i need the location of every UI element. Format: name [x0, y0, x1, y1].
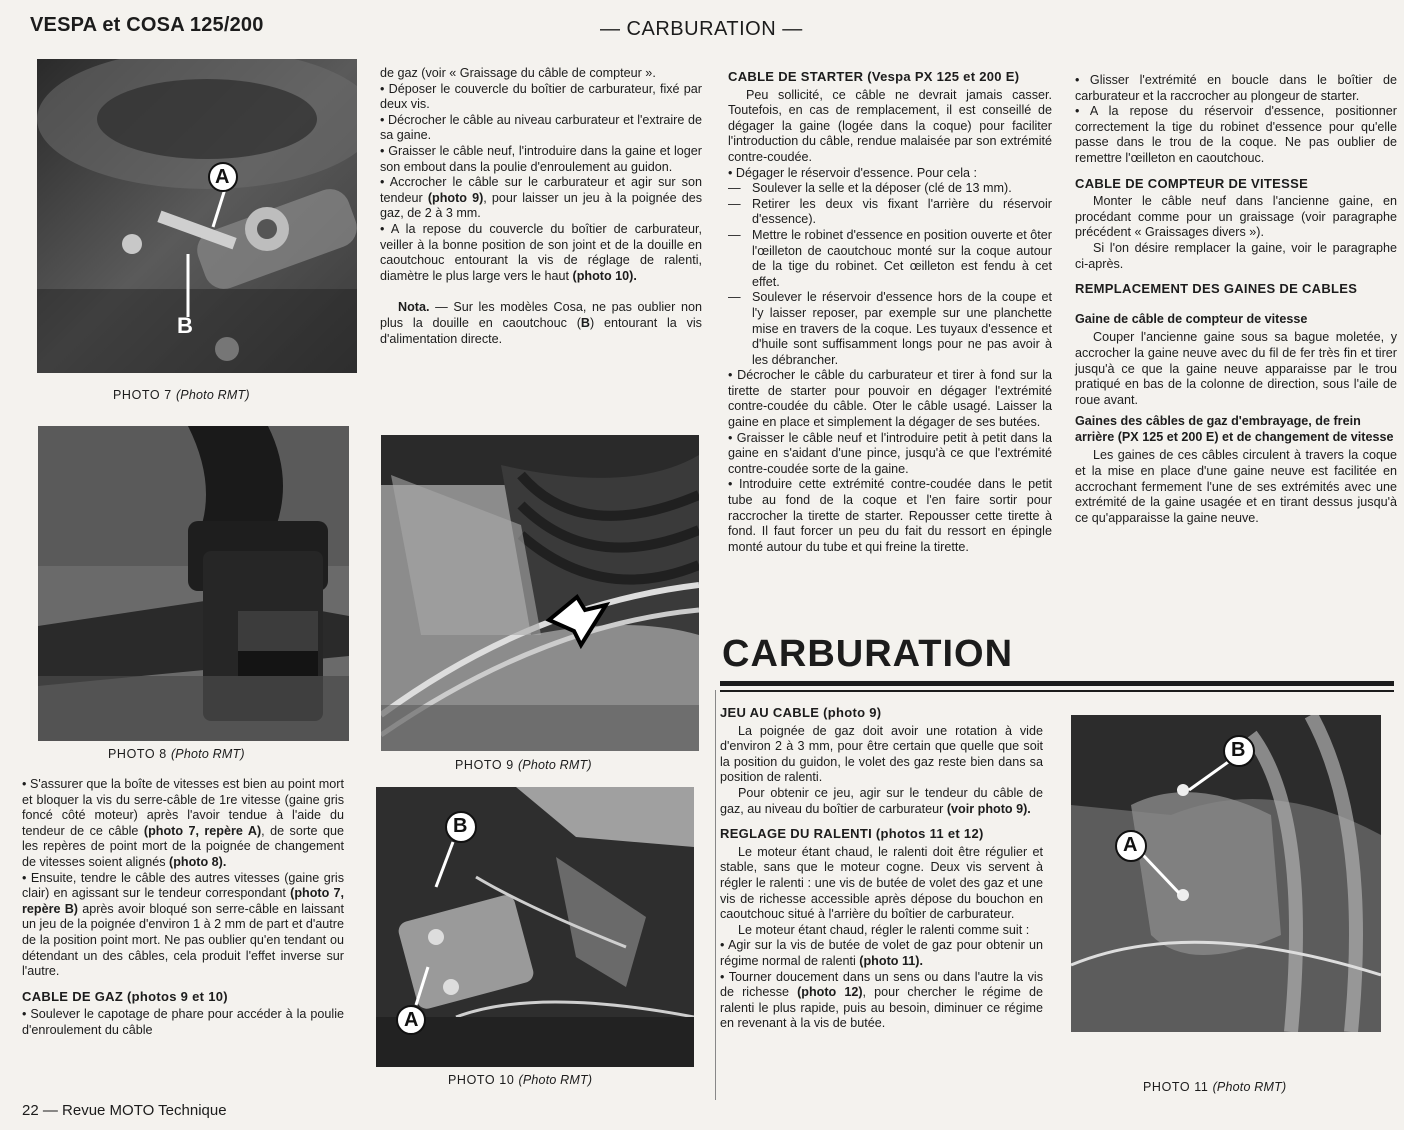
col2-line-6: • A la repose du couvercle du boîtier de carburateur, veiller à la bonne position de son joint et de la douille en caoutchouc entourant la vis de réglage de ralenti, diamètre le plus large vers le haut (photo 10). — [380, 221, 702, 283]
col4-compteur-2: Si l'on désire remplacer la gaine, voir le paragraphe ci-après. — [1075, 240, 1397, 271]
section-rule-thin — [720, 690, 1394, 692]
photo-11-marker-b: B — [1231, 739, 1246, 761]
page-folio: 22 — Revue MOTO Technique — [22, 1102, 227, 1119]
photo-7 — [37, 59, 357, 373]
photo-11 — [1071, 715, 1381, 1032]
col1-bullet-1: • S'assurer que la boîte de vitesses est bien au point mort et bloquer la vis du serre-câble de 1re vitesse (gaine gris foncé côté moteur) après l'avoir tendue à l'aide du tendeur de ce câble (photo 7, repère A), de sorte que les repères de point mort de la poignée de changement de vitesses soient alignés (photo 8). — [22, 777, 344, 869]
column-divider — [715, 690, 716, 1100]
col4-bullet-1: • Glisser l'extrémité en boucle dans le boîtier de carburateur et la raccrocher au plongeur de starter. — [1075, 73, 1397, 103]
col3-bullet-3: • Graisser le câble neuf et l'introduire petit à petit dans la gaine en s'aidant d'une pince, jusqu'à ce que l'extrémité contre-coudée sorte de la gaine. — [728, 430, 1052, 476]
carb-jeu-2: Pour obtenir ce jeu, agir sur le tendeur du câble de gaz, au niveau du boîtier de carburateur (voir photo 9). — [720, 785, 1043, 816]
running-head-center: — CARBURATION — — [600, 18, 803, 40]
photo-11-marker-a: A — [1123, 834, 1138, 856]
column-2-text — [380, 66, 702, 347]
col2-line-1: de gaz (voir « Graissage du câble de compteur ». — [380, 66, 656, 80]
column-1-text — [22, 777, 344, 1039]
col4-compteur-1: Monter le câble neuf dans l'ancienne gaine, en procédant comme pour un graissage (voir paragraphe précédent « Graissages divers »). — [1075, 194, 1397, 240]
photo-9 — [381, 435, 699, 751]
photo-10-caption: PHOTO 10 (Photo RMT) — [448, 1073, 593, 1087]
col2-nota: Nota. — Sur les modèles Cosa, ne pas oublier non plus la douille en caoutchouc (B) entourant la vis d'alimentation directe. — [380, 300, 702, 346]
carb-jeu-1: La poignée de gaz doit avoir une rotation à vide d'environ 2 à 3 mm, pour être certain que quelle que soit la position du guidon, le volet des gaz reste bien dans sa position de ralenti. — [720, 723, 1043, 785]
photo-8 — [38, 426, 349, 741]
heading-jeu-au-cable: JEU AU CABLE (photo 9) — [720, 705, 882, 720]
col3-dash-1: — Soulever la selle et la déposer (clé de 13 mm). — [728, 181, 1012, 196]
col4-remplacement-1: Couper l'ancienne gaine sous sa bague moletée, y accrocher la gaine neuve avec du fil de fer très fin et tirer jusqu'à ce que la gaine neuve apparaisse par le trou pratiqué en bas de la colonne de direction, sous l'aile de roue avant. — [1075, 330, 1397, 407]
col3-dash-2: — Retirer les deux vis fixant l'arrière du réservoir d'essence). — [728, 196, 1052, 227]
photo-7-marker-b: B — [177, 313, 193, 338]
col1-gaz-bullet: • Soulever le capotage de phare pour accéder à la poulie d'enroulement du câble — [22, 1007, 344, 1037]
col3-bullet-4: • Introduire cette extrémité contre-coudée dans le petit tube au fond de la coque et l'en faire sortir pour raccrocher la tirette de starter. Repousser cette tirette à fond. Il faut forcer un peu du fait du ressort en épingle monté autour du tube et qui freine la tirette. — [728, 477, 1052, 554]
section-title-carburation: CARBURATION — [722, 633, 1014, 675]
col2-line-3: • Décrocher le câble au niveau carburateur et l'extraire de sa gaine. — [380, 112, 702, 143]
heading-reglage-ralenti: REGLAGE DU RALENTI (photos 11 et 12) — [720, 826, 984, 842]
col3-bullet-1: • Dégager le réservoir d'essence. Pour cela : — [728, 165, 978, 180]
section-rule-thick — [720, 681, 1394, 686]
col4-remplacement-2: Les gaines de ces câbles circulent à travers la coque et la mise en place d'une gaine neuve est facilitée en accrochant fermement l'une de ses extrémités avec une extrémité de la gaine usagée et en tirant dessus jusqu'à ce qu'apparaisse la gaine neuve. — [1075, 448, 1397, 525]
carb-ralenti-3: • Agir sur la vis de butée de volet de gaz pour obtenir un régime normal de ralenti (photo 11). — [720, 938, 1043, 968]
heading-gaine-compteur: Gaine de câble de compteur de vitesse — [1075, 311, 1308, 326]
heading-cable-de-starter: CABLE DE STARTER (Vespa PX 125 et 200 E) — [728, 69, 1020, 84]
col2-line-2: • Déposer le couvercle du boîtier de carburateur, fixé par deux vis. — [380, 81, 702, 112]
column-3-text — [728, 69, 1052, 555]
carburation-text — [720, 705, 1043, 1032]
photo-7-caption: PHOTO 7 (Photo RMT) — [113, 388, 250, 402]
photo-7-marker-a: A — [215, 166, 230, 188]
heading-gaines-cables: Gaines des câbles de gaz d'embrayage, de frein arrière (PX 125 et 200 E) et de changement de vitesse — [1075, 414, 1394, 444]
carb-ralenti-1: Le moteur étant chaud, le ralenti doit être régulier et stable, sans que le moteur cogne. Deux vis servent à régler le ralenti : une vis de butée de volet des gaz et une vis de richesse accessible après dépose du bouchon en caoutchouc situé à l'arrière du boîtier de carburateur. — [720, 844, 1043, 922]
photo-8-caption: PHOTO 8 (Photo RMT) — [108, 747, 245, 761]
photo-11-caption: PHOTO 11 (Photo RMT) — [1143, 1080, 1287, 1094]
photo-9-caption: PHOTO 9 (Photo RMT) — [455, 758, 592, 772]
heading-cable-de-compteur: CABLE DE COMPTEUR DE VITESSE — [1075, 175, 1309, 191]
heading-remplacement-gaines: REMPLACEMENT DES GAINES DE CABLES — [1075, 281, 1358, 297]
column-4-text — [1075, 73, 1397, 526]
col3-bullet-2: • Décrocher le câble du carburateur et tirer à fond sur la tirette de starter pour pouvoir en dégager l'extrémité contre-coudée du câble. Oter le câble usagé. Laisser la gaine en place et simplement la dégager de ses butées. — [728, 368, 1052, 430]
col3-dash-3: — Mettre le robinet d'essence en position ouverte et ôter l'œilleton de caoutchouc monté sur la coque autour de la tige du robinet. Cet œilleton est fendu à cet effet. — [728, 227, 1052, 289]
carb-ralenti-4: • Tourner doucement dans un sens ou dans l'autre la vis de richesse (photo 12), pour chercher le régime de ralenti le plus rapide, puis au besoin, diminuer ce régime en revenant à la vis de butée. — [720, 969, 1043, 1031]
col3-dash-4: — Soulever le réservoir d'essence hors de la coupe et l'y laisser reposer, par exemple sur une planchette mise en travers de la coque. Les tuyaux d'essence et d'huile sont suffisamment longs pour ne pas avoir à les débrancher. — [728, 290, 1052, 367]
photo-10 — [376, 787, 694, 1067]
photo-10-marker-b: B — [453, 815, 468, 837]
col4-bullet-2: • A la repose du réservoir d'essence, positionner correctement la tige du robinet d'essence pour qu'elle passe dans le trou de la coque. Ne pas oublier de remettre l'œilleton en caoutchouc. — [1075, 104, 1397, 165]
heading-cable-de-gaz: CABLE DE GAZ (photos 9 et 10) — [22, 988, 228, 1004]
col3-intro: Peu sollicité, ce câble ne devrait jamais casser. Toutefois, en cas de remplacement, il est conseillé de dégager la gaine (logée dans la coque) pour faciliter l'introduction du câble, rendue malaisée par son extrémité contre-coudée. — [728, 87, 1052, 164]
col2-line-4: • Graisser le câble neuf, l'introduire dans la gaine et loger son embout dans la poulie d'enroulement au guidon. — [380, 143, 702, 174]
col1-bullet-2: • Ensuite, tendre le câble des autres vitesses (gaine gris clair) en agissant sur le tendeur correspondant (photo 7, repère B) après avoir bloqué son serre-câble en laissant un jeu de la poignée d'environ 1 à 2 mm de part et d'autre de la position point mort. Ne pas oublier qu'en tendant ou détendant un des câbles, cela produit l'effet inverse sur l'autre. — [22, 870, 344, 979]
col2-line-5: • Accrocher le câble sur le carburateur et agir sur son tendeur (photo 9), pour laisser un jeu à la poignée des gaz, de 2 à 3 mm. — [380, 175, 702, 221]
carb-ralenti-2: Le moteur étant chaud, régler le ralenti comme suit : — [738, 922, 1030, 937]
running-head-left: VESPA et COSA 125/200 — [30, 14, 264, 36]
photo-10-marker-a: A — [404, 1009, 419, 1031]
